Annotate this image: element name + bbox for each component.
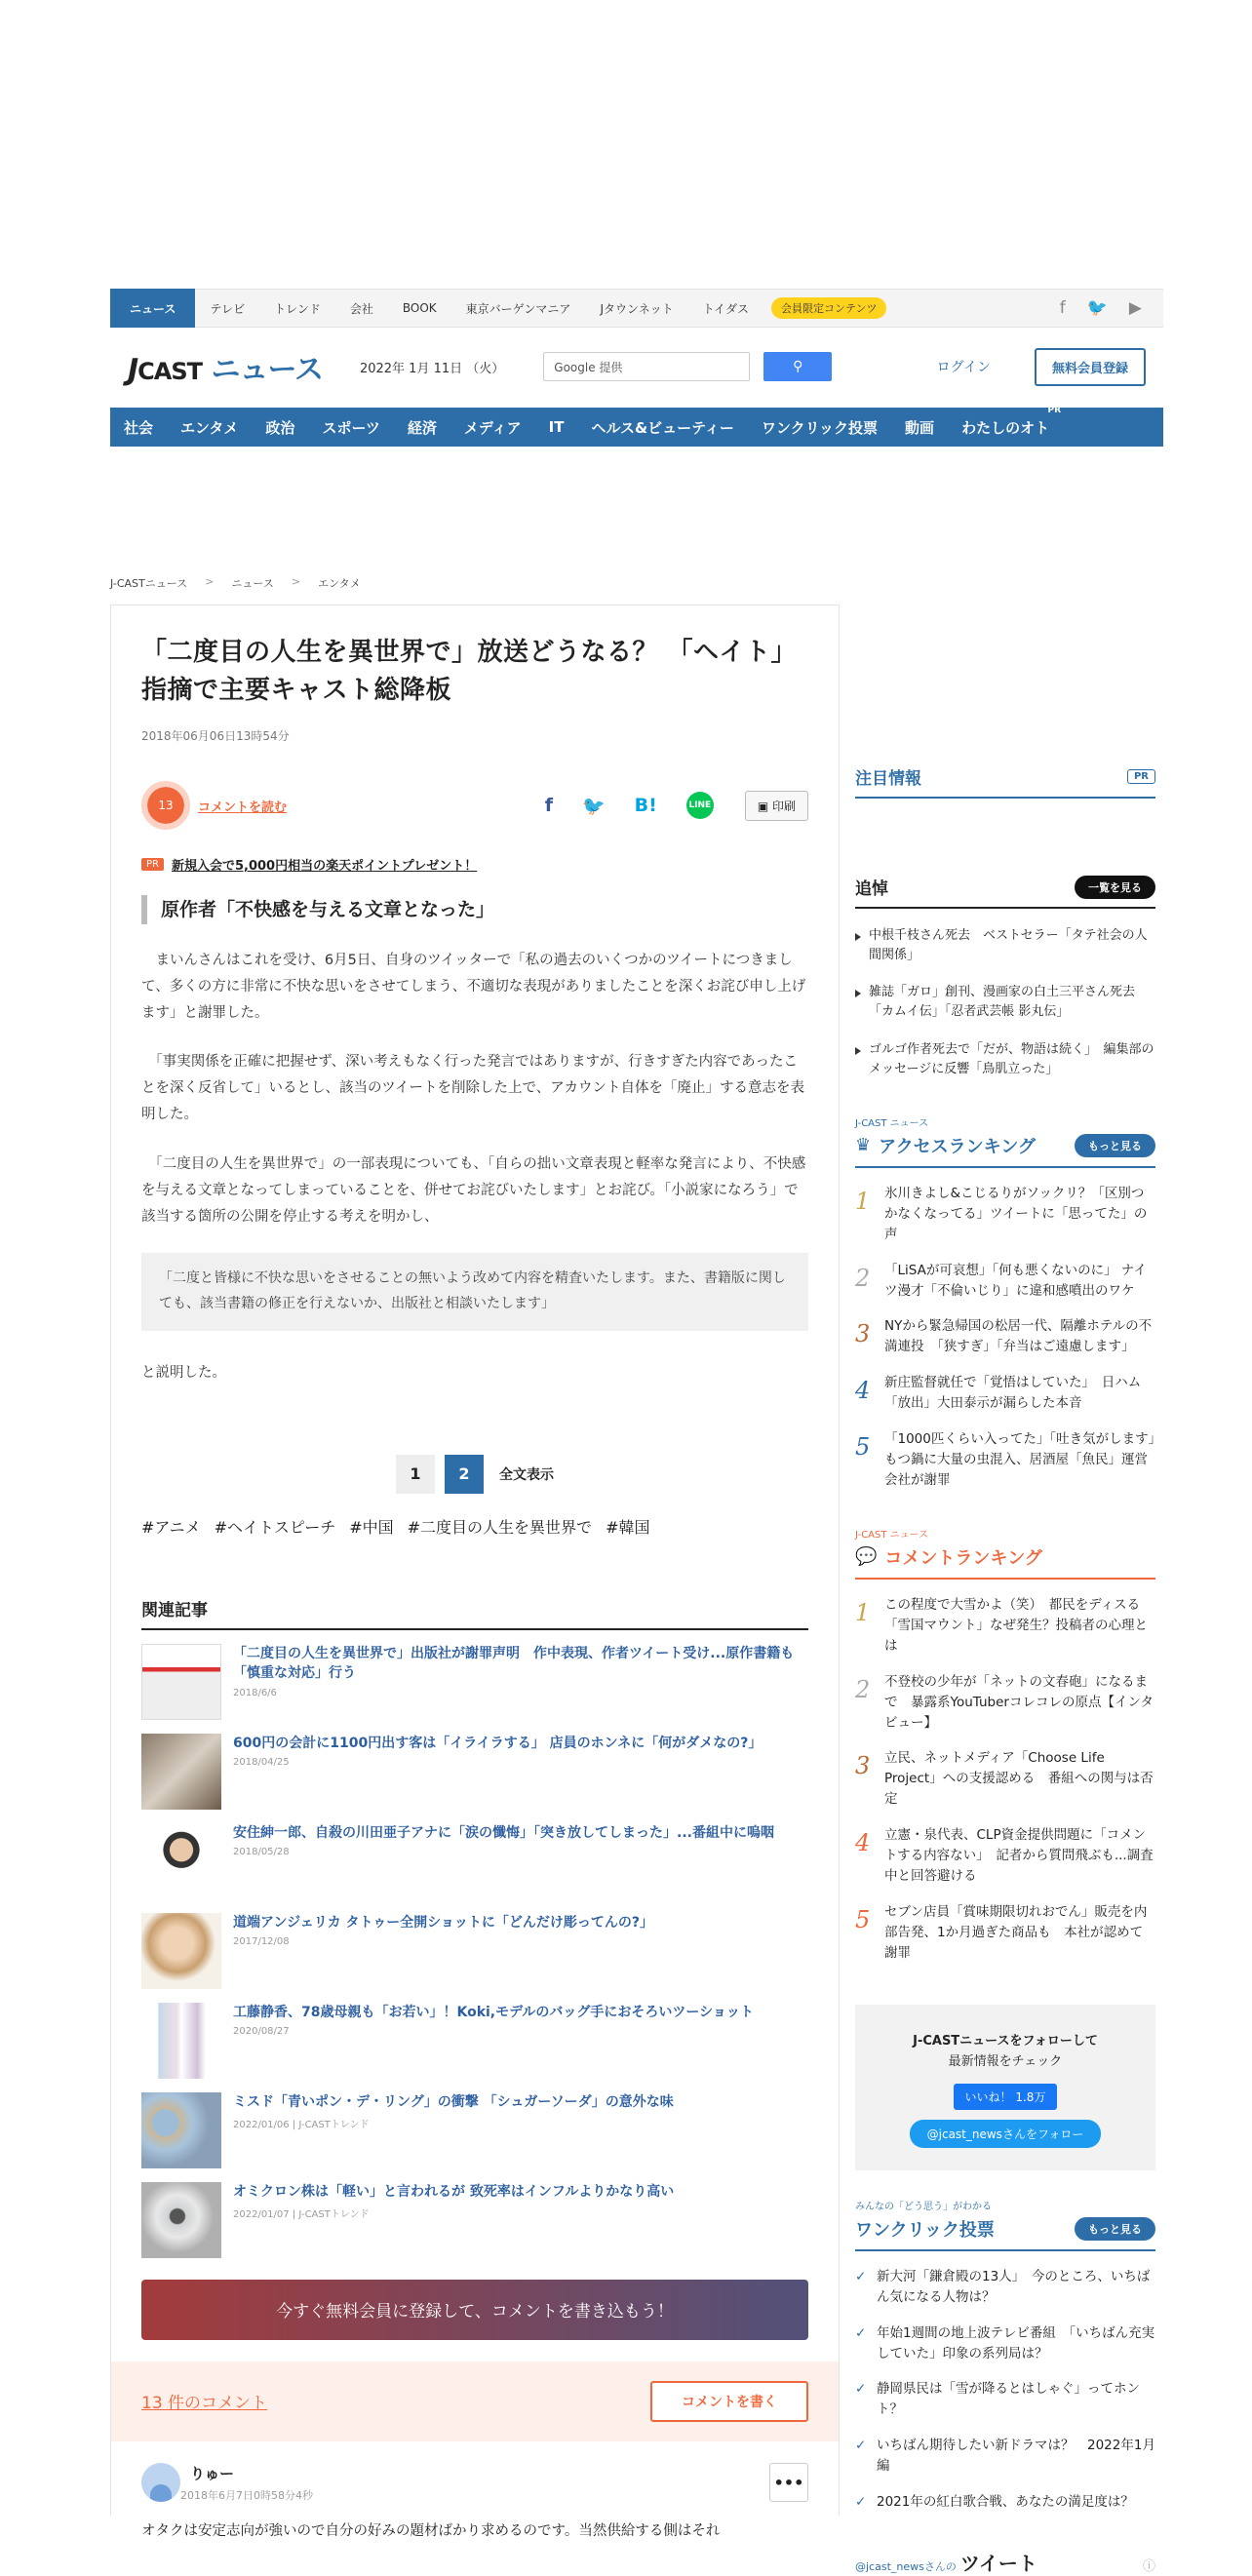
speech-bubble-icon: 💬 [855, 1546, 878, 1568]
follow-text-2: 最新情報をチェック [948, 2053, 1063, 2069]
related-thumbnail [141, 2092, 221, 2168]
pr-tag: PR [141, 858, 164, 871]
ranking-title: この程度で大雪かよ（笑） 都民をディスる「雪国マウント」なぜ発生？投稿者の心理とは [884, 1596, 1148, 1654]
related-title: オミクロン株は「軽い」と言われるが 致死率はインフルよりかなり高い [233, 2183, 675, 2200]
pr-badge: PR [1127, 769, 1155, 784]
article-date: 2018年06月06日13時54分 [141, 729, 290, 743]
access-more-button[interactable]: もっと見る [1075, 1134, 1155, 1157]
tsuito-item[interactable]: ゴルゴ作者死去で「だが、物語は続く」 編集部のメッセージに反響「鳥肌立った」 [855, 1040, 1155, 1079]
comment-ranking-title: コメントランキング [884, 1547, 1042, 1569]
vote-item[interactable]: ✓ 年始1週間の地上波テレビ番組 「いちばん充実していた」印象の系列局は？ [855, 2323, 1155, 2364]
access-ranking-item[interactable] [855, 1373, 1155, 1414]
printer-icon: ▣ [757, 799, 772, 813]
related-date: 2018/04/25 [233, 1757, 290, 1769]
related-thumbnail [141, 1913, 221, 1989]
tweet-user: @jcast_newsさんの [855, 2560, 957, 2574]
paragraph-1: まいんさんはこれを受け、6月5日、自身のツイッターで「私の過去のいくつかのツイートにつきまして、多くの方に非常に不快な思いをさせてしまう、不適切な表現がありましたことを深くお詫び申し上げます」と謝罪した。 [141, 953, 806, 1021]
header-date: 2022年 1月 11日 （火） [359, 361, 505, 376]
facebook-share-icon[interactable]: f [544, 795, 553, 816]
comment-ranking-item[interactable] [855, 1825, 1155, 1887]
related-item[interactable] [141, 2182, 808, 2258]
access-ranking-title: アクセスランキング [879, 1136, 1037, 1157]
register-comment-cta[interactable]: 今すぐ無料会員に登録して、コメントを書き込もう！ [141, 2280, 808, 2340]
related-list [141, 1644, 808, 2258]
rank-number: 2 [855, 1264, 871, 1292]
tsuito-label: 追悼 [855, 879, 888, 899]
avatar [141, 2463, 180, 2502]
comment-ranking-item[interactable] [855, 1672, 1155, 1734]
print-button[interactable] [745, 791, 808, 821]
vote-heading [855, 2216, 1155, 2251]
follow-text-1: J-CASTニュースをフォローして [913, 2033, 1098, 2049]
related-item[interactable] [141, 1913, 808, 1989]
comment-ranking-item[interactable] [855, 1902, 1155, 1964]
vote-item[interactable]: ✓ いちばん期待したい新ドラマは？ 2022年1月編 [855, 2436, 1155, 2477]
twitter-icon[interactable]: 🐦 [1086, 298, 1108, 318]
comment-ranking-item[interactable] [855, 1595, 1155, 1657]
related-date: 2022/01/06 | J-CASTトレンド [233, 2120, 370, 2131]
related-thumbnail [141, 2003, 221, 2079]
access-ranking-heading [855, 1133, 1155, 1168]
comment-count-link[interactable]: 13 件のコメント [141, 2394, 268, 2414]
member-content-badge[interactable]: 会員限定コンテンツ [771, 297, 886, 319]
related-title: 安住紳一郎、自殺の川田亜子アナに「涙の懺悔」「突き放してしまった」...番組中に嗚咽 [233, 1824, 774, 1841]
related-thumbnail [141, 1734, 221, 1810]
nav-item-media[interactable]: メディア [463, 418, 522, 437]
nav-item-health[interactable]: ヘルス&ビューティー [591, 418, 734, 437]
tweet-title: ツイート [959, 2552, 1037, 2576]
vote-title: ワンクリック投票 [855, 2219, 995, 2241]
rank-number: 3 [855, 1320, 871, 1348]
tag-china[interactable]: #中国 [349, 1517, 394, 1537]
logo-news: ニュース [211, 353, 323, 387]
article-tools [141, 781, 808, 830]
follow-box [855, 2005, 1155, 2170]
facebook-icon[interactable]: f [1059, 298, 1066, 318]
related-item[interactable] [141, 1644, 808, 1720]
topbar-item-news[interactable]: ニュース [110, 289, 195, 328]
nav-pr-badge: PR [1047, 405, 1062, 415]
breadcrumb-entertainment[interactable]: エンタメ [318, 577, 361, 590]
logo-j: J [128, 353, 138, 387]
topbar-item-book[interactable]: BOOK [402, 301, 437, 315]
ranking-title: 不登校の少年が「ネットの文春砲」になるまで 暴露系YouTuberコレコレの原点【インタビュー】 [884, 1673, 1154, 1731]
tag-anime[interactable]: #アニメ [141, 1517, 201, 1537]
topbar-item-tv[interactable]: テレビ [210, 301, 246, 316]
rank-number: 4 [855, 1377, 871, 1405]
article [110, 605, 840, 2539]
main-nav [110, 405, 1163, 447]
ranking-title: NYから緊急帰国の松居一代、隔離ホテルの不満連投 「狭すぎ」「弁当はご遠慮します」 [884, 1318, 1153, 1355]
rank-number: 1 [855, 1598, 871, 1626]
related-date: 2018/6/6 [233, 1687, 277, 1698]
nav-item-sports[interactable]: スポーツ [322, 418, 380, 437]
jcast-logo[interactable] [128, 345, 323, 388]
ranking-title: 「LiSAが可哀想」「何も悪くないのに」 ナイツ漫才「不倫いじり」に違和感噴出のワケ [884, 1262, 1147, 1299]
related-thumbnail [141, 1823, 221, 1899]
breadcrumb: J-CASTニュース > ニュース > エンタメ [110, 575, 361, 590]
comment-date: 2018年6月7日0時58分4秒 [180, 2488, 313, 2502]
nav-item-it[interactable]: IT [548, 418, 565, 436]
vote-item[interactable]: ✓ 静岡県民は「雪が降るとはしゃぐ」ってホント？ [855, 2379, 1155, 2420]
comment-count-badge[interactable]: 13 [141, 781, 190, 830]
article-title: 「二度目の人生を異世界で」放送どうなる？ 「ヘイト」指摘で主要キャスト総降板 [141, 638, 798, 705]
rank-number: 5 [855, 1905, 871, 1933]
topbar-item-company[interactable]: 会社 [349, 301, 373, 316]
search-input[interactable]: Google 提供 [543, 352, 750, 381]
rank-number: 2 [855, 1675, 871, 1703]
related-title: 工藤静香、78歳母親も「お若い」！Koki,モデルのバッグ手におそろいツーショット [233, 2004, 754, 2020]
write-comment-button[interactable]: コメントを書く [650, 2381, 808, 2422]
attention-heading [855, 764, 1155, 799]
nav-item-economy[interactable]: 経済 [407, 418, 437, 437]
search-form [543, 352, 832, 381]
ranking-title: 立民、ネットメディア「Choose Life Project」への支援認める 番組への関与は否定 [884, 1750, 1154, 1808]
access-ranking-item[interactable] [855, 1184, 1155, 1245]
topbar-item-bargain[interactable]: 東京バーゲンマニア [465, 301, 571, 316]
twitter-share-icon[interactable]: 🐦 [582, 795, 606, 817]
breadcrumb-news[interactable]: ニュース [231, 577, 274, 590]
pagination [141, 1455, 808, 1494]
attention-label: 注目情報 [855, 769, 921, 789]
related-item[interactable] [141, 1823, 808, 1899]
follow-text [913, 2032, 1098, 2073]
ranking-title: 新庄監督就任で「覚悟はしていた」 日ハム「放出」大田泰示が漏らした本音 [884, 1375, 1142, 1412]
nav-item-watashi[interactable] [948, 405, 1063, 438]
login-link[interactable]: ログイン [936, 360, 991, 375]
nav-item-vote[interactable]: ワンクリック投票 [761, 418, 879, 437]
register-button[interactable]: 無料会員登録 [1035, 348, 1146, 386]
tsuito-item[interactable]: 雑誌「ガロ」創刊、漫画家の白土三平さん死去 「カムイ伝」「忍者武芸帳 影丸伝」 [855, 983, 1155, 1022]
pr-text: 新規入会で5,000円相当の楽天ポイントプレゼント！ [171, 859, 478, 874]
nav-item-society[interactable]: 社会 [124, 418, 154, 437]
comment-text: オタクは安定志向が強いので自分の好みの題材ばかり求めるのです。当然供給する側はそれ [141, 2522, 721, 2539]
pr-link[interactable] [141, 855, 808, 874]
paragraph-4: と説明した。 [141, 1365, 226, 1382]
hatena-bookmark-icon[interactable]: B! [634, 795, 657, 816]
rank-number: 4 [855, 1829, 871, 1857]
related-item[interactable] [141, 2003, 808, 2079]
search-icon: ⚲ [793, 359, 803, 374]
comment-header [141, 2463, 808, 2503]
rank-number: 3 [855, 1752, 871, 1780]
comment-menu-button[interactable]: ••• [769, 2463, 808, 2502]
related-thumbnail [141, 2182, 221, 2258]
site-header [110, 335, 1163, 398]
youtube-icon[interactable]: ▶ [1128, 298, 1142, 318]
page-2-current[interactable]: 2 [445, 1455, 484, 1494]
social-links [1060, 298, 1163, 318]
rank-number: 5 [855, 1433, 871, 1462]
ranking-icon: ♛ [855, 1135, 872, 1156]
comment-ranking-item[interactable] [855, 1748, 1155, 1810]
tag-hate-speech[interactable]: #ヘイトスピーチ [214, 1517, 336, 1537]
access-ranking-label: J-CAST ニュース [855, 1117, 929, 1129]
access-ranking-item[interactable] [855, 1429, 1168, 1491]
related-date: 2018/05/28 [233, 1847, 290, 1858]
tsuito-item[interactable]: 中根千枝さん死去 ベストセラー「タテ社会の人間関係」 [855, 926, 1155, 965]
related-date: 2022/01/07 | J-CASTトレンド [233, 2209, 370, 2221]
vote-item[interactable]: ✓ 新大河「鎌倉殿の13人」 今のところ、いちばん気になる人物は？ [855, 2267, 1155, 2308]
ranking-title: 「1000匹くらい入ってた」「吐き気がします」 もつ鍋に大量の虫混入、居酒屋「魚民」運営会社が謝罪 [884, 1431, 1168, 1488]
related-date: 2017/12/08 [233, 1936, 290, 1948]
paragraph-2: 「事実関係を正確に把握せず、深い考えもなく行った発言ではありますが、行きすぎた内容であったことを深く反省して」いるとし、該当のツイートを削除した上で、アカウント自体を「廃止」する意志を表明した。 [141, 1054, 805, 1123]
topbar-item-jtown[interactable]: Jタウンネット [600, 301, 674, 316]
related-thumbnail [141, 1644, 221, 1720]
nav-item-video[interactable]: 動画 [905, 418, 935, 437]
comment-ranking-heading [855, 1544, 1155, 1580]
rank-number: 1 [855, 1187, 871, 1215]
read-comments-link[interactable]: コメントを読む [198, 800, 288, 815]
sidebar [855, 751, 1168, 2576]
vote-item[interactable]: ✓ 2021年の紅白歌合戦、あなたの満足度は？ [855, 2492, 1155, 2513]
tsuito-list-button[interactable]: 一覧を見る [1075, 876, 1155, 899]
tag-nidome[interactable]: #二度目の人生を異世界で [407, 1517, 593, 1537]
tsuito-heading [855, 875, 1155, 909]
ranking-title: セブン店員「賞味期限切れおでん」販売を内部告発、1か月過ぎた商品も 本社が認めて謝罪 [884, 1903, 1148, 1961]
tag-list [141, 1515, 808, 1538]
related-item[interactable] [141, 1734, 808, 1810]
tag-korea[interactable]: #韓国 [606, 1517, 650, 1537]
nav-item-watashi-label: わたしのオト [961, 418, 1050, 437]
twitter-follow-button[interactable]: @jcast_newsさんをフォロー [910, 2120, 1102, 2148]
tweet-heading [855, 2548, 1155, 2576]
access-ranking-item[interactable] [855, 1316, 1155, 1357]
nav-item-entertainment[interactable]: エンタメ [180, 418, 239, 437]
print-label: 印刷 [771, 799, 796, 813]
ranking-title: 立憲・泉代表、CLP資金提供問題に「コメントする内容ない」 記者から質問飛ぶも...調査中と回答避ける [884, 1827, 1154, 1885]
comment-bar [111, 2361, 839, 2441]
comment-ranking-label: J-CAST ニュース [855, 1529, 929, 1541]
paragraph-3: 「二度目の人生を異世界で」の一部表現についても、「自らの拙い文章表現と軽率な発言により、不快感を与える文章となってしまっていることを、併せてお詫びいたします」とお詫び。「小説家になろう」で該当する箇所の公開を停止する考えを明かし、 [141, 1155, 806, 1225]
vote-more-button[interactable]: もっと見る [1075, 2217, 1155, 2241]
related-title: 「二度目の人生を異世界で」出版社が謝罪声明 作中表現、作者ツイート受け...原作書籍も「慎重な対応」行う [233, 1645, 795, 1682]
section-heading: 原作者「不快感を与える文章となった」 [141, 895, 808, 924]
facebook-like-button[interactable]: いいね！ 1.8万 [954, 2084, 1058, 2110]
full-text-link[interactable]: 全文表示 [499, 1466, 554, 1483]
ranking-title: 氷川きよし&こじるりがソックリ？「区別つかなくなってる」ツイートに「思ってた」の声 [884, 1185, 1148, 1242]
topbar-item-toidas[interactable]: トイダス [702, 301, 750, 316]
blockquote: 「二度と皆様に不快な思いをさせることの無いよう改めて内容を精査いたします。また、書籍版に関しても、該当書籍の修正を行えないか、出版社と相談いたします」 [141, 1253, 808, 1331]
breadcrumb-home[interactable]: J-CASTニュース [110, 577, 188, 590]
line-share-icon[interactable]: LINE [686, 792, 714, 819]
top-category-bar [110, 289, 1163, 328]
related-item[interactable] [141, 2092, 808, 2168]
related-title: 600円の会計に1100円出す客は「イライラする」 店員のホンネに「何がダメなの?」 [233, 1735, 763, 1751]
nav-item-politics[interactable]: 政治 [265, 418, 295, 437]
topbar-item-trend[interactable]: トレンド [274, 301, 321, 316]
search-button[interactable] [763, 352, 832, 381]
related-title: ミスド「青いポン・デ・リング」の衝撃 「シュガーソーダ」の意外な味 [233, 2093, 674, 2110]
logo-cast: CAST [137, 358, 203, 385]
related-heading: 関連記事 [141, 1596, 808, 1630]
related-date: 2020/08/27 [233, 2026, 290, 2038]
share-buttons [545, 792, 714, 819]
access-ranking-item[interactable] [855, 1261, 1155, 1302]
related-title: 道端アンジェリカ タトゥー全開ショットに「どんだけ彫ってんの?」 [233, 1914, 654, 1931]
comment-user: りゅー [190, 2464, 235, 2482]
vote-label: みんなの「どう思う」がわかる [855, 2201, 992, 2212]
page-1-link[interactable]: 1 [396, 1455, 435, 1494]
info-icon[interactable]: ⓘ [1142, 2559, 1155, 2575]
